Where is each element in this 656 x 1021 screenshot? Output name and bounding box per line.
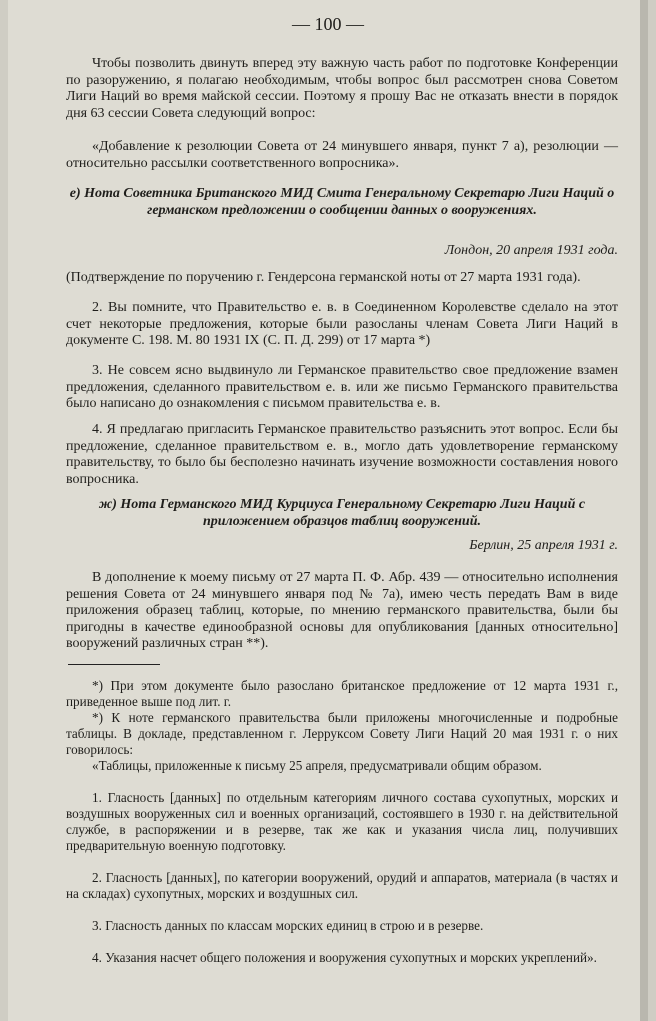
footnote-item-1: 1. Гласность [данных] по отдельным категориям личного состава сухопутных, морских и воздушных вооруженных сил и военных организаций, состоявшего в 1930 г. на действительной службе, в распоряжении и в резерве, так же как и указания числа лиц, получивших предварительную военную подготовку. [66,790,618,853]
section-heading-e: е) Нота Советника Британского МИД Смита Генеральному Секретарю Лиги Наций о германском предложении о сообщении данных о вооружениях. [69,186,615,218]
document-page [8,0,648,1021]
footnote-divider [68,664,160,665]
section-heading-zh: ж) Нота Германского МИД Курциуса Генеральному Секретарю Лиги Наций с приложением образцов таблиц вооружений. [98,497,586,529]
paragraph-confirmation: (Подтверждение по поручению г. Гендерсона германской ноты от 27 марта 1931 года). [66,270,581,285]
footnote-item-2: 2. Гласность [данных], по категории вооружений, орудий и аппаратов, материала (в частях и на складах) сухопутных, морских и воздушных сил. [66,870,618,901]
footnote-2: *) К ноте германского правительства были приложены многочисленные и подробные таблицы. В докладе, представленном г. Леррукcом Совету Лиги Наций 20 мая 1931 г. о них говорилось: [66,710,618,757]
page-number: — 100 — [292,14,364,34]
paragraph-quote-addition: «Добавление к резолюции Совета от 24 минувшего января, пункт 7 а), резолюции — относительно рассылки соответственного вопросника». [66,139,618,171]
paragraph-supplement: В дополнение к моему письму от 27 марта П. Ф. Абр. 439 — относительно исполнения решения Совета от 24 минувшего января под № 7а), имею честь передать Вам в виде приложения образец таблиц, которые, по мнению германского правительства, были бы пригодны в качестве единообразной основы для опубликования [данных относительно] вооружений различных стран **). [66,570,618,651]
footnote-item-4: 4. Указания насчет общего положения и вооружения сухопутных и морских укреплений». [92,950,597,965]
footnote-item-3: 3. Гласность данных по классам морских единиц в строю и в резерве. [92,918,484,933]
place-date-london: Лондон, 20 апреля 1931 года. [444,243,618,258]
place-date-berlin: Берлин, 25 апреля 1931 г. [469,538,618,553]
paragraph-point-2: 2. Вы помните, что Правительство е. в. в Соединенном Королевстве сделало на этот счет некоторые предложения, которые были разосланы членам Совета Лиги Наций в документе С. 198. М. 80 1931 IX (С. П. Д. 299) от 17 марта *) [66,300,618,348]
footnote-tables-intro: «Таблицы, приложенные к письму 25 апреля, предусматривали общим образом. [92,758,542,773]
paragraph-point-3: 3. Не совсем ясно выдвинуло ли Германское правительство свое предложение взамен предложения, сделанного правительством е. в. или же письмо Германского правительства было написано до ознакомления с письмом правительства е. в. [66,363,618,411]
paragraph-request: Чтобы позволить двинуть вперед эту важную часть работ по подготовке Конференции по разоружению, я полагаю необходимым, чтобы вопрос был рассмотрен снова Советом Лиги Наций во время майской сессии. Поэтому я прошу Вас не отказать внести в порядок дня 63 сессии Совета следующий вопрос: [66,56,618,121]
footnote-1: *) При этом документе было разослано британское предложение от 12 марта 1931 г., приведенное выше под лит. г. [66,678,618,709]
page-edge-shadow [640,0,648,1021]
paragraph-point-4: 4. Я предлагаю пригласить Германское правительство разъяснить этот вопрос. Если бы предложение, сделанное правительством е. в., могло дать удовлетворение германскому правительству, то было бы бесполезно начинать изучение возможности составления нового вопросника. [66,422,618,487]
